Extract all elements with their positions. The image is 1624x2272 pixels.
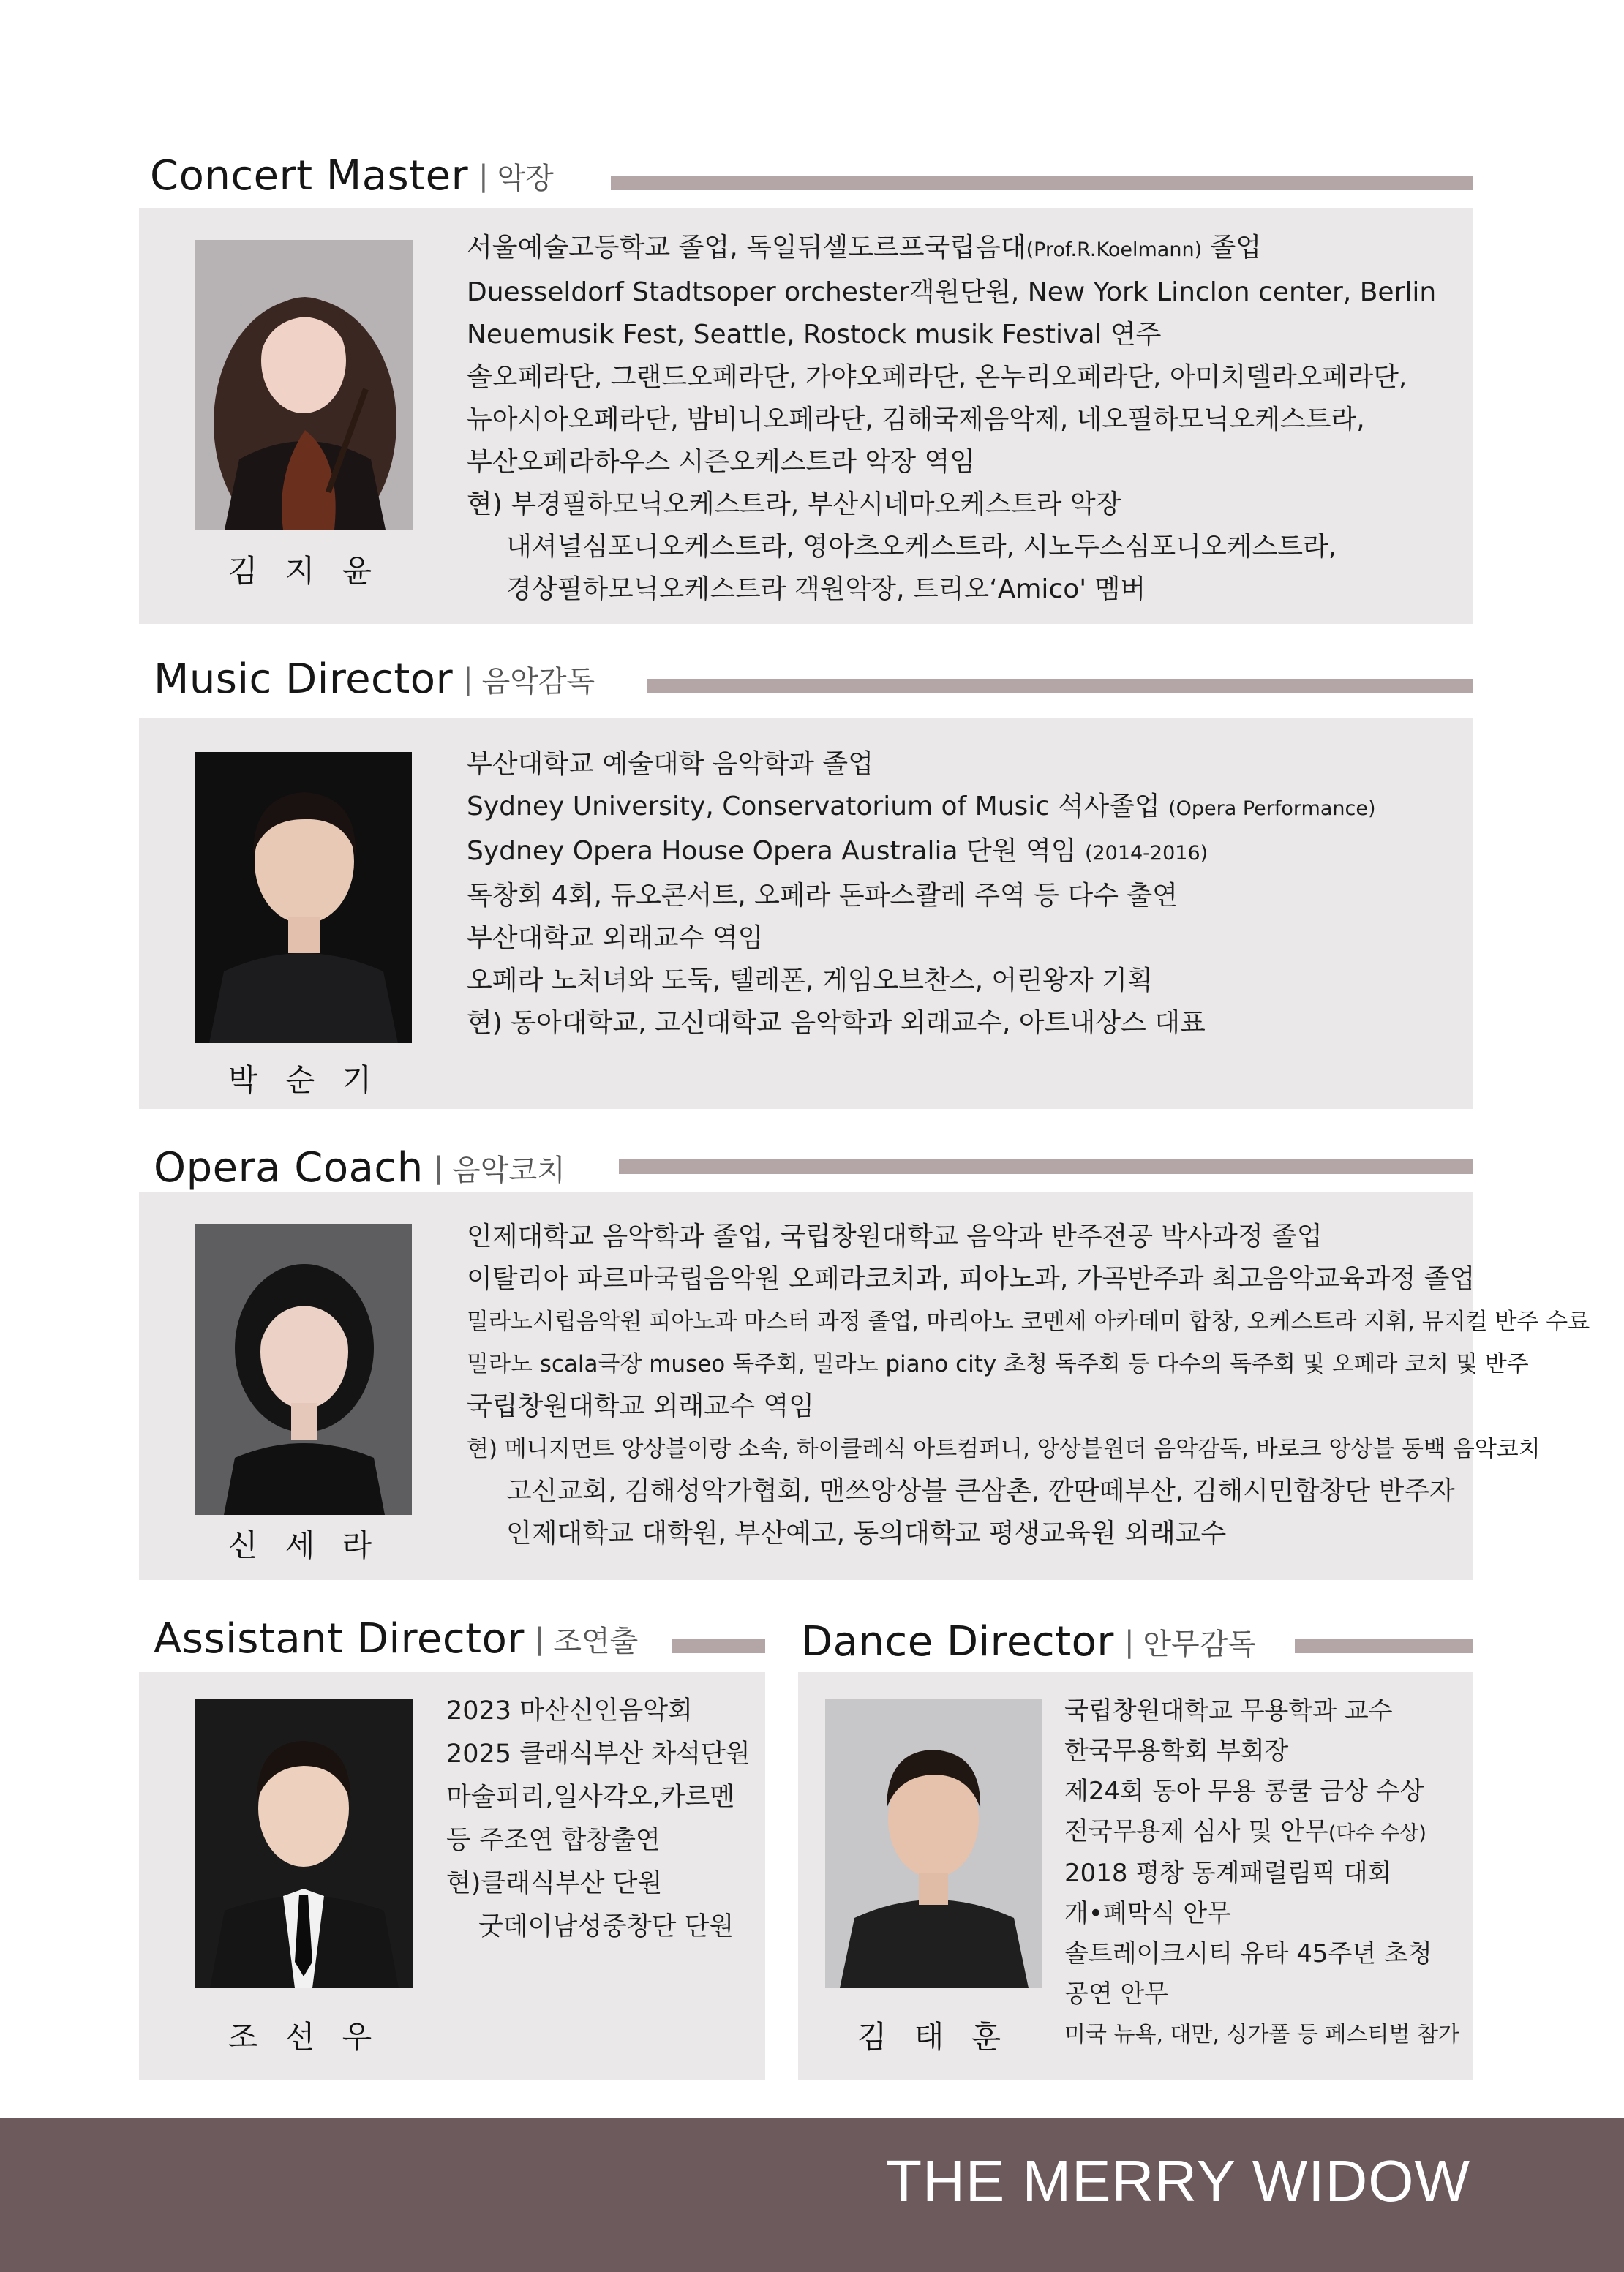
section-subtitle: 악장 [497, 162, 554, 195]
title-separator: | [433, 1151, 444, 1185]
bio-line: 내셔널심포니오케스트라, 영아츠오케스트라, 시노두스심포니오케스트라, [506, 532, 1337, 562]
bio-line: 솔트레이크시티 유타 45주년 초청 [1064, 1939, 1432, 1968]
bio-line: 국립창원대학교 무용학과 교수 [1064, 1696, 1393, 1726]
bio-line: 국립창원대학교 외래교수 역임 [467, 1391, 814, 1421]
bio-line: 한국무용학회 부회장 [1064, 1737, 1289, 1766]
opera-coach-bio [467, 1216, 1590, 1555]
title-separator: | [1124, 1625, 1135, 1659]
section-title: Concert Master [150, 152, 469, 200]
bio-line: 공연 안무 [1064, 1979, 1169, 2009]
bio-line: 마술피리,일사각오,카르멘 [446, 1783, 735, 1812]
dance-director-heading [801, 1618, 1256, 1666]
bio-line: 현) 메니지먼트 앙상블이랑 소속, 하이클레식 아트컴퍼니, 앙상블원더 음악감독, 바로크 앙상블 동백 음악코치 [467, 1436, 1541, 1462]
bio-line: Neuemusik Fest, Seattle, Rostock musik Festival 연주 [467, 320, 1162, 350]
bio-line: Sydney University, Conservatorium of Music 석사졸업 (Opera Performance) [467, 791, 1376, 821]
bio-line: 인제대학교 대학원, 부산예고, 동의대학교 평생교육원 외래교수 [506, 1519, 1227, 1549]
production-title: THE MERRY WIDOW [886, 2148, 1470, 2213]
title-separator: | [534, 1622, 545, 1656]
title-separator: | [478, 159, 489, 193]
bio-line: 현) 동아대학교, 고신대학교 음악학과 외래교수, 아트내상스 대표 [467, 1008, 1206, 1038]
bio-line: 개•폐막식 안무 [1064, 1899, 1231, 1928]
section-subtitle: 음악감독 [481, 665, 595, 699]
music-director-heading [154, 655, 595, 703]
bio-line: 2018 평창 동계패럴림픽 대회 [1064, 1859, 1392, 1888]
bio-line: 부산대학교 예술대학 음악학과 졸업 [467, 749, 873, 779]
person-name: 조 선 우 [228, 2019, 381, 2055]
bio-line: 미국 뉴욕, 대만, 싱가폴 등 페스티벌 참가 [1064, 2022, 1459, 2047]
bio-line: 2025 클래식부산 차석단원 [446, 1739, 751, 1769]
music-director-bio [467, 743, 1376, 1045]
concert-master-photo [195, 240, 413, 530]
concert-master-bio [467, 227, 1436, 611]
person-name: 박 순 기 [228, 1062, 381, 1098]
section-title: Music Director [154, 655, 454, 703]
opera-coach-heading [154, 1144, 565, 1192]
bio-line: 전국무용제 심사 및 안무(다수 수상) [1064, 1817, 1426, 1846]
section-title: Assistant Director [154, 1615, 525, 1663]
bio-line: 서울예술고등학교 졸업, 독일뒤셀도르프국립음대(Prof.R.Koelmann) 졸업 [467, 233, 1262, 263]
concert-master-heading [150, 152, 554, 200]
assistant-director-heading [154, 1615, 638, 1663]
section-title: Dance Director [801, 1618, 1114, 1666]
bio-line: 제24회 동아 무용 콩쿨 금상 수상 [1064, 1777, 1424, 1806]
assistant-director-bio [446, 1690, 751, 1949]
bio-line: 현)클래식부산 단원 [446, 1869, 663, 1898]
bio-line: 2023 마산신인음악회 [446, 1696, 693, 1726]
bio-line: 인제대학교 음악학과 졸업, 국립창원대학교 음악과 반주전공 박사과정 졸업 [467, 1222, 1323, 1252]
bio-line: 뉴아시아오페라단, 밤비니오페라단, 김해국제음악제, 네오필하모닉오케스트라, [467, 405, 1365, 435]
person-name: 김 태 훈 [857, 2019, 1010, 2055]
person-name: 신 세 라 [228, 1527, 381, 1563]
bio-line: 오페라 노처녀와 도둑, 텔레폰, 게임오브찬스, 어린왕자 기획 [467, 966, 1153, 996]
bio-line: 등 주조연 합창출연 [446, 1826, 661, 1855]
bio-line: 부산대학교 외래교수 역임 [467, 923, 764, 953]
title-separator: | [463, 662, 473, 696]
bio-line: 밀라노시립음악원 피아노과 마스터 과정 졸업, 마리아노 코멘세 아카데미 합창, 오케스트라 지휘, 뮤지컬 반주 수료 [467, 1309, 1590, 1335]
opera-coach-photo [195, 1224, 412, 1515]
accent-bar [647, 679, 1473, 693]
section-title: Opera Coach [154, 1144, 424, 1192]
bio-line: 부산오페라하우스 시즌오케스트라 악장 역임 [467, 447, 976, 477]
person-name: 김 지 윤 [228, 553, 381, 589]
section-subtitle: 조연출 [553, 1625, 639, 1658]
dance-director-bio [1064, 1691, 1459, 2055]
bio-line: 이탈리아 파르마국립음악원 오페라코치과, 피아노과, 가곡반주과 최고음악교육과정 졸업 [467, 1264, 1475, 1294]
bio-line: 현) 부경필하모닉오케스트라, 부산시네마오케스트라 악장 [467, 489, 1121, 519]
bio-line: 고신교회, 김해성악가협회, 맨쓰앙상블 큰삼촌, 깐딴떼부산, 김해시민합창단 반주자 [506, 1476, 1455, 1506]
bio-line: 굿데이남성중창단 단원 [478, 1912, 734, 1941]
bio-line: Sydney Opera House Opera Australia 단원 역임 (2014-2016) [467, 836, 1208, 866]
footer-band [0, 2118, 1624, 2272]
accent-bar [1295, 1639, 1473, 1653]
assistant-director-photo [195, 1699, 413, 1988]
music-director-photo [195, 752, 412, 1043]
bio-line: 독창회 4회, 듀오콘서트, 오페라 돈파스콸레 주역 등 다수 출연 [467, 881, 1178, 911]
section-subtitle: 음악코치 [452, 1154, 565, 1187]
accent-bar [611, 176, 1473, 190]
bio-line: 솔오페라단, 그랜드오페라단, 가야오페라단, 온누리오페라단, 아미치델라오페라단, [467, 362, 1407, 392]
section-subtitle: 안무감독 [1143, 1628, 1256, 1661]
bio-line: 밀라노 scala극장 museo 독주회, 밀라노 piano city 초청 독주회 등 다수의 독주회 및 오페라 코치 및 반주 [467, 1351, 1529, 1377]
accent-bar [672, 1639, 765, 1653]
accent-bar [619, 1159, 1473, 1174]
bio-line: Duesseldorf Stadtsoper orchester객원단원, New York Linclon center, Berlin [467, 277, 1437, 307]
dance-director-photo [825, 1699, 1042, 1988]
bio-line: 경상필하모닉오케스트라 객원악장, 트리오‘Amico' 멤버 [506, 574, 1146, 604]
